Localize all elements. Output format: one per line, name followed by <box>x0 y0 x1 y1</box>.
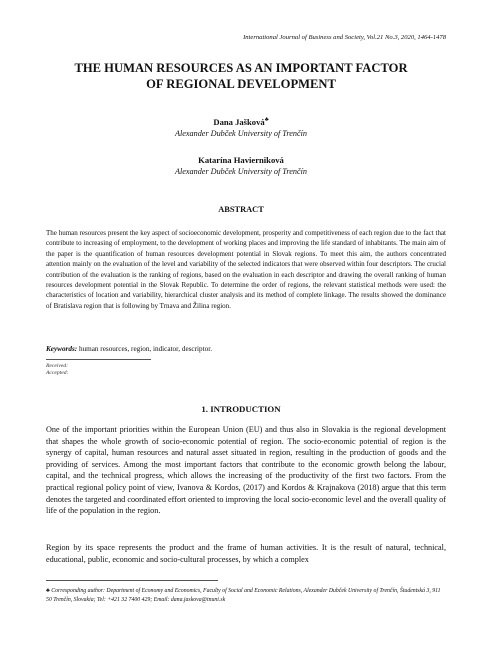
corresponding-author-footnote: ♣ Corresponding author: Department of Economy and Economics, Faculty of Social and Economic Relations, Alexander Dubček University of Trenčín, Študentská 3, 911 50 Trenčín, Slovakia; Tel: +421 32 7400 429; Email: dana.jaskova@tnuni.sk <box>46 588 441 603</box>
author-2-affiliation: Alexander Dubček University of Trenčín <box>174 167 308 176</box>
author-2-name: Katarína Havierniková <box>198 155 284 165</box>
abstract-text: The human resources present the key aspect of socioeconomic development, prosperity and competitiveness of each region due to the fact that contribute to increasing of employment, to the development of working places and improving the life standard of inhabitants. The main aim of the paper is the quantification of human resources development potential in Slovak regions. To meet this aim, the authors concentrated attention mainly on the evaluation of the level and variability of the selected indicators that were observed within four descriptors. The crucial contribution of the evaluation is the ranking of regions, based on the evaluation in each descriptor and drawing the overall ranking of human resources development potential in the Slovak Republic. To determine the order of regions, the relevant statistical methods were used: the characteristics of location and variability, hierarchical cluster analysis and its method of complete linkage. The results showed the dominance of Bratislava region that is following by Trnava and Žilina region. <box>46 229 446 310</box>
paper-title <box>0 60 482 92</box>
title-line-1: THE HUMAN RESOURCES AS AN IMPORTANT FACTOR <box>74 61 408 75</box>
author-2 <box>0 155 482 165</box>
accepted-label: Accepted: <box>46 370 69 376</box>
abstract-heading: ABSTRACT <box>218 205 264 214</box>
author-1 <box>0 117 482 127</box>
author-1-name: Dana Jašková <box>213 117 265 127</box>
divider-rule <box>46 359 151 360</box>
footnote-rule <box>46 580 218 581</box>
keywords <box>46 345 212 353</box>
author-1-affiliation: Alexander Dubček University of Trenčín <box>174 129 308 138</box>
journal-citation: International Journal of Business and Society, Vol.21 No.3, 2020, 1464-1478 <box>243 34 446 41</box>
keywords-list: human resources, region, indicator, descriptor. <box>77 345 212 353</box>
corresponding-author-mark: ♣ <box>264 117 269 124</box>
keywords-label: Keywords: <box>46 345 78 353</box>
title-line-2: OF REGIONAL DEVELOPMENT <box>146 77 336 91</box>
section-heading-introduction: 1. INTRODUCTION <box>201 404 281 414</box>
intro-paragraph-2: Region by its space represents the product and the frame of human activities. It is the result of natural, technical, educational, public, economic and socio-cultural processes, by which a complex <box>46 543 446 564</box>
received-label: Received: <box>46 363 69 369</box>
intro-paragraph-1: One of the important priorities within the European Union (EU) and thus also in Slovakia is the regional development that shapes the whole growth of socio-economic potential of region. The socio-economic potential of region is the synergy of capital, human resources and natural asset situated in region, resulting in the production of goods and the providing of services. Among the most important factors that contribute to the economic growth belong the labour, capital, and the technical progress, which allows the increasing of the productivity of the first two factors. From the practical regional policy point of view, Ivanova & Kordos, (2017) and Kordos & Krajnakova (2018) argue that this term denotes the targeted and coordinated effort oriented to improving the local socio-economic level and the overall quality of life of the population in the region. <box>46 425 446 516</box>
